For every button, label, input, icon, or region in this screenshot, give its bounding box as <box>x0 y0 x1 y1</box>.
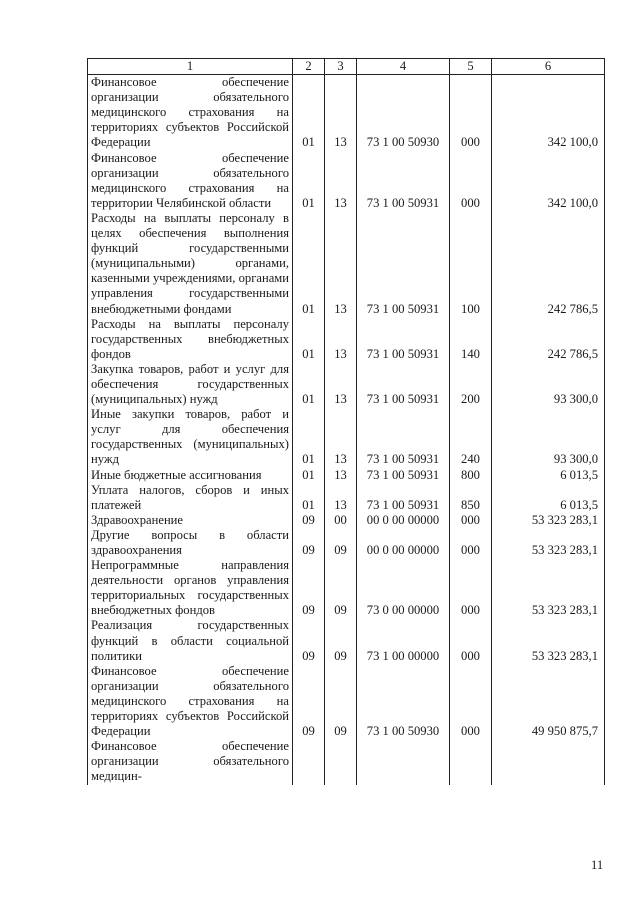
row-name: Финансовое обеспечение организации обязательного медицинского страхования на территории Челябинской области <box>88 151 293 211</box>
row-name: Другие вопросы в области здравоохранения <box>88 528 293 558</box>
row-name: Реализация государственных функций в области социальной политики <box>88 618 293 663</box>
row-target-code: 73 1 00 50931 <box>357 151 450 211</box>
table-row <box>88 75 605 151</box>
row-target-code <box>357 739 450 784</box>
row-expense-type: 000 <box>450 664 492 739</box>
table-row <box>88 528 605 558</box>
table-row <box>88 513 605 528</box>
row-section: 01 <box>293 211 325 317</box>
row-target-code: 73 1 00 50931 <box>357 317 450 362</box>
header-col-3: 3 <box>325 59 357 75</box>
row-section <box>293 739 325 784</box>
row-section: 01 <box>293 468 325 483</box>
row-name: Финансовое обеспечение организации обязательного медицин- <box>88 739 293 784</box>
row-amount: 93 300,0 <box>492 362 605 407</box>
row-section: 01 <box>293 317 325 362</box>
row-expense-type: 200 <box>450 362 492 407</box>
row-amount: 53 323 283,1 <box>492 558 605 618</box>
row-subsection <box>325 739 357 784</box>
row-name: Иные бюджетные ассигнования <box>88 468 293 483</box>
row-name: Уплата налогов, сборов и иных платежей <box>88 483 293 513</box>
row-amount: 53 323 283,1 <box>492 528 605 558</box>
header-col-2: 2 <box>293 59 325 75</box>
row-subsection: 13 <box>325 483 357 513</box>
table-row <box>88 618 605 663</box>
header-col-5: 5 <box>450 59 492 75</box>
table-row <box>88 362 605 407</box>
row-amount: 342 100,0 <box>492 151 605 211</box>
row-amount: 342 100,0 <box>492 75 605 151</box>
table-row <box>88 468 605 483</box>
row-subsection: 09 <box>325 664 357 739</box>
row-target-code: 73 1 00 50931 <box>357 211 450 317</box>
table-row <box>88 211 605 317</box>
row-target-code: 73 1 00 50931 <box>357 407 450 467</box>
row-name: Закупка товаров, работ и услуг для обеспечения государственных (муниципальных) нужд <box>88 362 293 407</box>
row-subsection: 09 <box>325 528 357 558</box>
table-row <box>88 483 605 513</box>
row-expense-type <box>450 739 492 784</box>
row-target-code: 73 1 00 50931 <box>357 483 450 513</box>
row-section: 09 <box>293 618 325 663</box>
row-expense-type: 000 <box>450 558 492 618</box>
row-amount: 53 323 283,1 <box>492 618 605 663</box>
row-expense-type: 140 <box>450 317 492 362</box>
row-amount: 6 013,5 <box>492 483 605 513</box>
row-target-code: 73 1 00 50930 <box>357 75 450 151</box>
row-subsection: 13 <box>325 211 357 317</box>
row-section: 09 <box>293 558 325 618</box>
row-section: 09 <box>293 528 325 558</box>
row-target-code: 00 0 00 00000 <box>357 528 450 558</box>
row-name: Расходы на выплаты персоналу государственных внебюджетных фондов <box>88 317 293 362</box>
row-expense-type: 000 <box>450 75 492 151</box>
row-expense-type: 000 <box>450 528 492 558</box>
row-expense-type: 000 <box>450 618 492 663</box>
row-name: Здравоохранение <box>88 513 293 528</box>
row-section: 01 <box>293 75 325 151</box>
row-subsection: 13 <box>325 317 357 362</box>
page-number: 11 <box>591 858 604 872</box>
table-row <box>88 317 605 362</box>
table-row <box>88 151 605 211</box>
row-expense-type: 000 <box>450 513 492 528</box>
row-section: 01 <box>293 151 325 211</box>
row-target-code: 73 1 00 50931 <box>357 362 450 407</box>
header-col-4: 4 <box>357 59 450 75</box>
row-section: 01 <box>293 407 325 467</box>
row-amount <box>492 739 605 784</box>
row-name: Расходы на выплаты персоналу в целях обеспечения выполнения функций государственными (муниципальными) органами, казенными учреждениями, органами управления государственными внебюджетными фондами <box>88 211 293 317</box>
row-expense-type: 240 <box>450 407 492 467</box>
row-section: 01 <box>293 362 325 407</box>
table-row <box>88 664 605 739</box>
row-expense-type: 100 <box>450 211 492 317</box>
row-amount: 242 786,5 <box>492 211 605 317</box>
row-amount: 242 786,5 <box>492 317 605 362</box>
row-name: Финансовое обеспечение организации обязательного медицинского страхования на территориях субъектов Российской Федерации <box>88 75 293 151</box>
table-header-row <box>88 59 605 75</box>
row-amount: 53 323 283,1 <box>492 513 605 528</box>
row-subsection: 13 <box>325 151 357 211</box>
row-amount: 93 300,0 <box>492 407 605 467</box>
row-name: Непрограммные направления деятельности органов управления территориальных государственных внебюджетных фондов <box>88 558 293 618</box>
row-subsection: 13 <box>325 407 357 467</box>
row-target-code: 73 0 00 00000 <box>357 558 450 618</box>
table-row <box>88 558 605 618</box>
header-col-6: 6 <box>492 59 605 75</box>
row-subsection: 09 <box>325 558 357 618</box>
row-expense-type: 850 <box>450 483 492 513</box>
row-subsection: 13 <box>325 362 357 407</box>
row-expense-type: 800 <box>450 468 492 483</box>
row-target-code: 73 1 00 50930 <box>357 664 450 739</box>
row-name: Финансовое обеспечение организации обязательного медицинского страхования на территориях субъектов Российской Федерации <box>88 664 293 739</box>
row-expense-type: 000 <box>450 151 492 211</box>
row-subsection: 09 <box>325 618 357 663</box>
row-subsection: 13 <box>325 468 357 483</box>
row-section: 09 <box>293 664 325 739</box>
row-section: 09 <box>293 513 325 528</box>
table-row <box>88 739 605 784</box>
table-row <box>88 407 605 467</box>
header-col-1: 1 <box>88 59 293 75</box>
row-subsection: 13 <box>325 75 357 151</box>
row-section: 01 <box>293 483 325 513</box>
row-target-code: 73 1 00 50931 <box>357 468 450 483</box>
row-target-code: 73 1 00 00000 <box>357 618 450 663</box>
row-amount: 6 013,5 <box>492 468 605 483</box>
row-name: Иные закупки товаров, работ и услуг для обеспечения государственных (муниципальных) нужд <box>88 407 293 467</box>
budget-table <box>87 58 605 785</box>
row-amount: 49 950 875,7 <box>492 664 605 739</box>
row-target-code: 00 0 00 00000 <box>357 513 450 528</box>
row-subsection: 00 <box>325 513 357 528</box>
